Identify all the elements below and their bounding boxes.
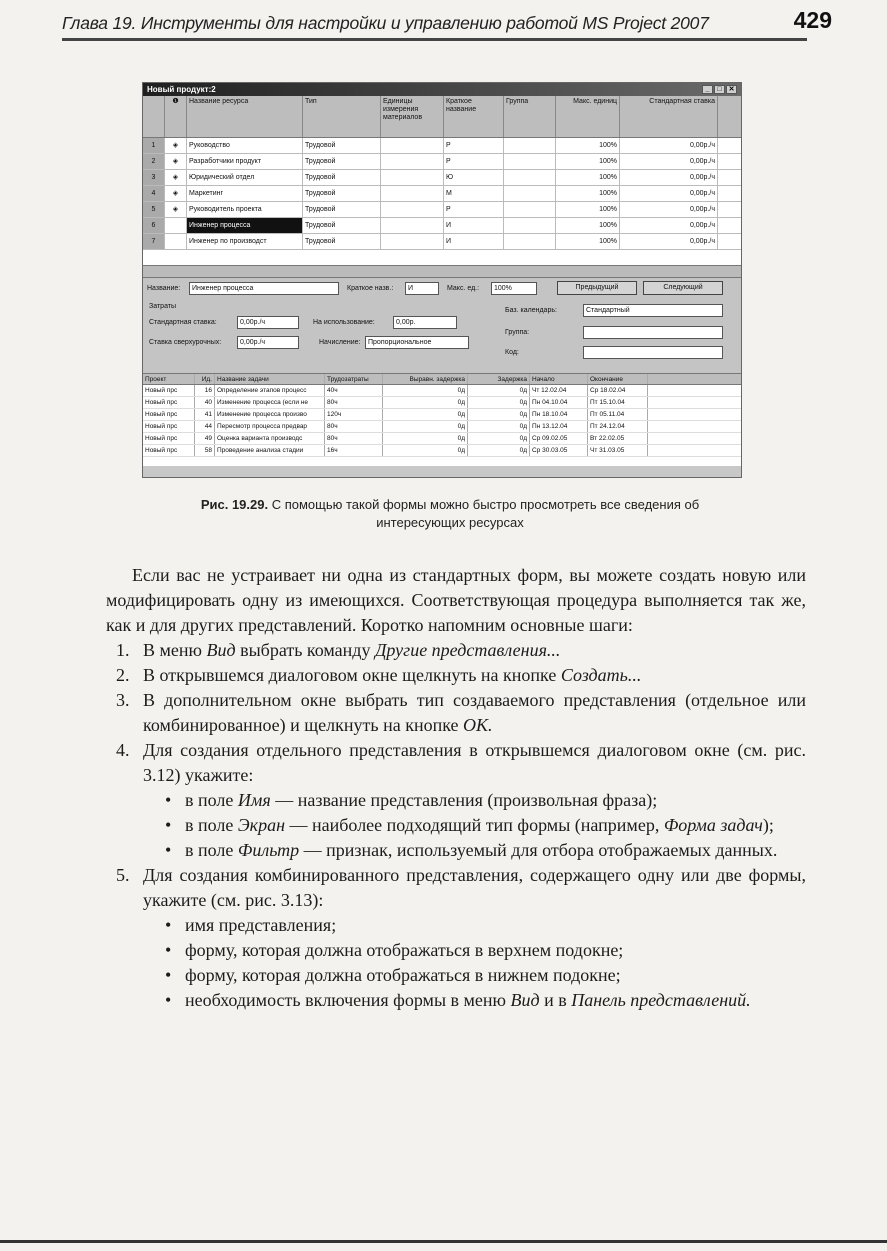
bullet-text: форму, которая должна отображаться в нижнем подокне; bbox=[185, 965, 621, 985]
type-cell: Трудовой bbox=[303, 154, 381, 169]
bullet-italic: Фильтр bbox=[237, 840, 300, 860]
project-cell: Новый прс bbox=[143, 433, 195, 444]
work-cell: 80ч bbox=[325, 433, 383, 444]
col-material-units[interactable]: Единицы измерения материалов bbox=[381, 96, 444, 137]
max-units-cell: 100% bbox=[556, 202, 620, 217]
delay-cell: 0д bbox=[468, 421, 530, 432]
max-units-cell: 100% bbox=[556, 218, 620, 233]
bullet-italic: Вид bbox=[510, 990, 540, 1010]
row-number: 4 bbox=[143, 186, 165, 201]
work-cell: 16ч bbox=[325, 445, 383, 456]
minimize-icon[interactable]: _ bbox=[702, 85, 713, 94]
units-cell bbox=[381, 186, 444, 201]
col-work[interactable]: Трудозатраты bbox=[325, 374, 383, 384]
costs-group-label: Затраты bbox=[149, 303, 177, 310]
finish-cell: Пт 24.12.04 bbox=[588, 421, 648, 432]
resource-grid-body bbox=[143, 138, 741, 250]
resource-indicator-icon: ◈ bbox=[165, 170, 187, 185]
step-text: В дополнительном окне выбрать тип создаваемого представления (отдельное или комбинированное) и щелкнуть на кнопке bbox=[143, 690, 806, 735]
row-number: 7 bbox=[143, 234, 165, 249]
short-name-label: Краткое назв.: bbox=[347, 285, 394, 292]
project-cell: Новый прс bbox=[143, 421, 195, 432]
name-label: Название: bbox=[147, 285, 181, 292]
window-titlebar bbox=[143, 83, 741, 96]
start-cell: Пн 13.12.04 bbox=[530, 421, 588, 432]
figure-caption bbox=[170, 496, 730, 532]
col-project[interactable]: Проект bbox=[143, 374, 195, 384]
std-rate-cell: 0,00р./ч bbox=[620, 202, 718, 217]
step-text: В меню bbox=[143, 640, 207, 660]
units-cell bbox=[381, 202, 444, 217]
short-name-cell: И bbox=[444, 234, 504, 249]
col-max-units[interactable]: Макс. единиц bbox=[556, 96, 620, 137]
bullet-text: — признак, используемый для отбора отображаемых данных. bbox=[299, 840, 778, 860]
step-number: 3. bbox=[116, 690, 130, 710]
task-name-cell: Определение этапов процесс bbox=[215, 385, 325, 396]
resource-grid bbox=[143, 96, 741, 278]
bullet-item bbox=[165, 813, 806, 838]
bullet-text: в поле bbox=[185, 790, 238, 810]
resource-indicator-icon: ◈ bbox=[165, 138, 187, 153]
accrue-label: Начисление: bbox=[319, 339, 361, 346]
col-rownum bbox=[143, 96, 165, 137]
max-units-cell: 100% bbox=[556, 170, 620, 185]
units-cell bbox=[381, 234, 444, 249]
project-cell: Новый прс bbox=[143, 445, 195, 456]
id-cell: 49 bbox=[195, 433, 215, 444]
units-cell bbox=[381, 218, 444, 233]
resource-row[interactable] bbox=[143, 202, 741, 218]
resource-name-cell: Руководитель проекта bbox=[187, 202, 303, 217]
col-task-name[interactable]: Название задачи bbox=[215, 374, 325, 384]
max-units-cell: 100% bbox=[556, 138, 620, 153]
col-resource-name[interactable]: Название ресурса bbox=[187, 96, 303, 137]
step-text: Для создания отдельного представления в открывшемся диалоговом окне (см. рис. 3.12) укажите: bbox=[143, 740, 806, 785]
finish-cell: Пт 15.10.04 bbox=[588, 397, 648, 408]
task-name-cell: Пересмотр процесса предвар bbox=[215, 421, 325, 432]
bottom-rule bbox=[0, 1240, 887, 1243]
task-row[interactable] bbox=[143, 397, 741, 409]
row-number: 3 bbox=[143, 170, 165, 185]
col-finish[interactable]: Окончание bbox=[588, 374, 648, 384]
step-1 bbox=[106, 638, 806, 663]
step-5-bullets bbox=[165, 913, 806, 1013]
step-5 bbox=[106, 863, 806, 1013]
step-text: выбрать команду bbox=[235, 640, 375, 660]
bullet-text: и в bbox=[539, 990, 572, 1010]
start-cell: Ср 30.03.05 bbox=[530, 445, 588, 456]
max-units-label: Макс. ед.: bbox=[447, 285, 480, 292]
type-cell: Трудовой bbox=[303, 138, 381, 153]
row-number: 2 bbox=[143, 154, 165, 169]
per-use-field[interactable]: 0,00р. bbox=[393, 316, 457, 329]
id-cell: 41 bbox=[195, 409, 215, 420]
resource-row[interactable] bbox=[143, 170, 741, 186]
task-grid-body bbox=[143, 385, 741, 457]
calendar-label: Баз. календарь: bbox=[505, 307, 557, 314]
short-name-cell: И bbox=[444, 218, 504, 233]
accrue-select[interactable]: Пропорциональное bbox=[365, 336, 469, 349]
calendar-select[interactable]: Стандартный bbox=[583, 304, 723, 317]
bullet-item bbox=[165, 938, 806, 963]
col-delay[interactable]: Задержка bbox=[468, 374, 530, 384]
std-rate-cell: 0,00р./ч bbox=[620, 170, 718, 185]
resource-row[interactable] bbox=[143, 234, 741, 250]
bullet-text: необходимость включения формы в меню bbox=[185, 990, 511, 1010]
leveling-delay-cell: 0д bbox=[383, 409, 468, 420]
finish-cell: Пт 05.11.04 bbox=[588, 409, 648, 420]
col-short-name[interactable]: Краткое название bbox=[444, 96, 504, 137]
std-rate-cell: 0,00р./ч bbox=[620, 218, 718, 233]
start-cell: Пн 18.10.04 bbox=[530, 409, 588, 420]
task-name-cell: Изменение процесса произво bbox=[215, 409, 325, 420]
step-italic: Другие представления... bbox=[374, 640, 561, 660]
resource-row[interactable] bbox=[143, 218, 741, 234]
group-field[interactable] bbox=[583, 326, 723, 339]
bullet-text: форму, которая должна отображаться в верхнем подокне; bbox=[185, 940, 624, 960]
project-cell: Новый прс bbox=[143, 397, 195, 408]
bullet-item bbox=[165, 988, 806, 1013]
short-name-cell: Р bbox=[444, 154, 504, 169]
resource-grid-header bbox=[143, 96, 741, 138]
start-cell: Ср 09.02.05 bbox=[530, 433, 588, 444]
std-rate-cell: 0,00р./ч bbox=[620, 154, 718, 169]
next-button[interactable]: Следующий bbox=[643, 281, 723, 295]
short-name-cell: Р bbox=[444, 202, 504, 217]
type-cell: Трудовой bbox=[303, 218, 381, 233]
bullet-icon: • bbox=[165, 840, 172, 860]
resource-name-cell: Инженер процесса bbox=[187, 218, 303, 233]
project-cell: Новый прс bbox=[143, 385, 195, 396]
bullet-icon: • bbox=[165, 990, 172, 1010]
caption-text: С помощью такой формы можно быстро просмотреть все сведения об интересующих ресурсах bbox=[271, 497, 700, 530]
std-rate-cell: 0,00р./ч bbox=[620, 234, 718, 249]
group-cell bbox=[504, 218, 556, 233]
task-grid bbox=[143, 374, 741, 466]
row-number: 6 bbox=[143, 218, 165, 233]
col-id[interactable]: Ид. bbox=[195, 374, 215, 384]
figure-screenshot bbox=[142, 82, 742, 478]
bullet-italic: Форма задач bbox=[663, 815, 763, 835]
bullet-icon: • bbox=[165, 965, 172, 985]
code-label: Код: bbox=[505, 349, 519, 356]
max-units-cell: 100% bbox=[556, 234, 620, 249]
short-name-cell: Р bbox=[444, 138, 504, 153]
bullet-text: — наиболее подходящий тип формы (например, bbox=[285, 815, 664, 835]
bullet-text: — название представления (произвольная фраза); bbox=[270, 790, 658, 810]
window-title: Новый продукт:2 bbox=[147, 85, 216, 94]
resource-indicator-icon bbox=[165, 218, 187, 233]
horizontal-scrollbar[interactable] bbox=[143, 265, 741, 277]
short-name-field[interactable]: И bbox=[405, 282, 439, 295]
type-cell: Трудовой bbox=[303, 202, 381, 217]
max-units-cell: 100% bbox=[556, 186, 620, 201]
overtime-rate-field[interactable]: 0,00р./ч bbox=[237, 336, 299, 349]
units-cell bbox=[381, 138, 444, 153]
group-cell bbox=[504, 202, 556, 217]
close-icon[interactable]: ✕ bbox=[726, 85, 737, 94]
delay-cell: 0д bbox=[468, 397, 530, 408]
group-label: Группа: bbox=[505, 329, 530, 336]
previous-button[interactable]: Предыдущий bbox=[557, 281, 637, 295]
resource-row[interactable] bbox=[143, 186, 741, 202]
std-rate-cell: 0,00р./ч bbox=[620, 138, 718, 153]
project-cell: Новый прс bbox=[143, 409, 195, 420]
bullet-icon: • bbox=[165, 790, 172, 810]
max-units-field[interactable]: 100% bbox=[491, 282, 537, 295]
step-4-bullets bbox=[165, 788, 806, 863]
resource-form bbox=[143, 278, 741, 374]
steps-list bbox=[106, 638, 806, 1013]
delay-cell: 0д bbox=[468, 385, 530, 396]
resource-indicator-icon: ◈ bbox=[165, 154, 187, 169]
work-cell: 40ч bbox=[325, 385, 383, 396]
step-3 bbox=[106, 688, 806, 738]
finish-cell: Вт 22.02.05 bbox=[588, 433, 648, 444]
col-start[interactable]: Начало bbox=[530, 374, 588, 384]
bullet-icon: • bbox=[165, 915, 172, 935]
id-cell: 16 bbox=[195, 385, 215, 396]
delay-cell: 0д bbox=[468, 445, 530, 456]
bullet-text: ); bbox=[762, 815, 774, 835]
bullet-item bbox=[165, 788, 806, 813]
col-indicator-icon: ❶ bbox=[165, 96, 187, 137]
col-group[interactable]: Группа bbox=[504, 96, 556, 137]
bullet-italic: Экран bbox=[237, 815, 286, 835]
resource-row[interactable] bbox=[143, 154, 741, 170]
chapter-title: Глава 19. Инструменты для настройки и управлению работой MS Project 2007 bbox=[62, 13, 709, 33]
bullet-text: в поле bbox=[185, 840, 238, 860]
delay-cell: 0д bbox=[468, 409, 530, 420]
bullet-italic: Панель представлений. bbox=[571, 990, 751, 1010]
task-row[interactable] bbox=[143, 433, 741, 445]
leveling-delay-cell: 0д bbox=[383, 397, 468, 408]
type-cell: Трудовой bbox=[303, 234, 381, 249]
task-name-cell: Проведение анализа стадии bbox=[215, 445, 325, 456]
units-cell bbox=[381, 154, 444, 169]
resource-name-cell: Разработчики продукт bbox=[187, 154, 303, 169]
group-cell bbox=[504, 138, 556, 153]
group-cell bbox=[504, 170, 556, 185]
task-row[interactable] bbox=[143, 445, 741, 457]
maximize-icon[interactable]: □ bbox=[714, 85, 725, 94]
delay-cell: 0д bbox=[468, 433, 530, 444]
resource-indicator-icon: ◈ bbox=[165, 202, 187, 217]
id-cell: 58 bbox=[195, 445, 215, 456]
leveling-delay-cell: 0д bbox=[383, 445, 468, 456]
row-number: 5 bbox=[143, 202, 165, 217]
col-type[interactable]: Тип bbox=[303, 96, 381, 137]
resource-indicator-icon: ◈ bbox=[165, 186, 187, 201]
step-italic: Вид bbox=[206, 640, 236, 660]
finish-cell: Чт 31.03.05 bbox=[588, 445, 648, 456]
resource-row[interactable] bbox=[143, 138, 741, 154]
type-cell: Трудовой bbox=[303, 170, 381, 185]
bullet-item bbox=[165, 963, 806, 988]
intro-paragraph: Если вас не устраивает ни одна из стандартных форм, вы можете создать новую или модифицировать одну из имеющихся. Соответствующая процедура выполняется так же, как и для других представлений. Коротко напомним основные шаги: bbox=[106, 565, 806, 635]
task-grid-header bbox=[143, 374, 741, 385]
step-number: 1. bbox=[116, 640, 130, 660]
bullet-italic: Имя bbox=[237, 790, 271, 810]
body-text bbox=[106, 563, 806, 1013]
caption-number: Рис. 19.29. bbox=[200, 497, 269, 512]
type-cell: Трудовой bbox=[303, 186, 381, 201]
name-field[interactable]: Инженер процесса bbox=[189, 282, 339, 295]
step-text: В открывшемся диалоговом окне щелкнуть на кнопке bbox=[143, 665, 561, 685]
resource-name-cell: Маркетинг bbox=[187, 186, 303, 201]
step-2 bbox=[106, 663, 806, 688]
page-number: 429 bbox=[793, 7, 832, 33]
code-field[interactable] bbox=[583, 346, 723, 359]
bullet-text: в поле bbox=[185, 815, 238, 835]
task-row[interactable] bbox=[143, 409, 741, 421]
bullet-icon: • bbox=[165, 815, 172, 835]
per-use-label: На использование: bbox=[313, 319, 375, 326]
step-number: 5. bbox=[116, 865, 130, 885]
id-cell: 40 bbox=[195, 397, 215, 408]
step-number: 4. bbox=[116, 740, 130, 760]
bullet-item bbox=[165, 838, 806, 863]
group-cell bbox=[504, 234, 556, 249]
step-italic: OK. bbox=[463, 715, 493, 735]
work-cell: 80ч bbox=[325, 421, 383, 432]
col-leveling-delay[interactable]: Выравн. задержка bbox=[383, 374, 468, 384]
id-cell: 44 bbox=[195, 421, 215, 432]
step-4 bbox=[106, 738, 806, 863]
units-cell bbox=[381, 170, 444, 185]
leveling-delay-cell: 0д bbox=[383, 385, 468, 396]
std-rate-label: Стандартная ставка: bbox=[149, 319, 217, 326]
short-name-cell: Ю bbox=[444, 170, 504, 185]
work-cell: 80ч bbox=[325, 397, 383, 408]
resource-name-cell: Руководство bbox=[187, 138, 303, 153]
step-italic: Создать... bbox=[560, 665, 642, 685]
row-number: 1 bbox=[143, 138, 165, 153]
short-name-cell: М bbox=[444, 186, 504, 201]
bullet-icon: • bbox=[165, 940, 172, 960]
col-std-rate[interactable]: Стандартная ставка bbox=[620, 96, 718, 137]
finish-cell: Ср 18.02.04 bbox=[588, 385, 648, 396]
task-row[interactable] bbox=[143, 421, 741, 433]
task-name-cell: Оценка варианта производс bbox=[215, 433, 325, 444]
task-row[interactable] bbox=[143, 385, 741, 397]
resource-name-cell: Инженер по производст bbox=[187, 234, 303, 249]
resource-name-cell: Юридический отдел bbox=[187, 170, 303, 185]
step-text: Для создания комбинированного представления, содержащего одну или две формы, укажите (см. рис. 3.13): bbox=[143, 865, 806, 910]
leveling-delay-cell: 0д bbox=[383, 433, 468, 444]
group-cell bbox=[504, 186, 556, 201]
std-rate-field[interactable]: 0,00р./ч bbox=[237, 316, 299, 329]
leveling-delay-cell: 0д bbox=[383, 421, 468, 432]
group-cell bbox=[504, 154, 556, 169]
header-rule bbox=[62, 38, 807, 41]
std-rate-cell: 0,00р./ч bbox=[620, 186, 718, 201]
start-cell: Чт 12.02.04 bbox=[530, 385, 588, 396]
max-units-cell: 100% bbox=[556, 154, 620, 169]
bullet-text: имя представления; bbox=[185, 915, 337, 935]
running-header bbox=[62, 6, 832, 34]
resource-indicator-icon bbox=[165, 234, 187, 249]
task-name-cell: Изменение процесса (если не bbox=[215, 397, 325, 408]
start-cell: Пн 04.10.04 bbox=[530, 397, 588, 408]
overtime-rate-label: Ставка сверхурочных: bbox=[149, 339, 222, 346]
step-number: 2. bbox=[116, 665, 130, 685]
work-cell: 120ч bbox=[325, 409, 383, 420]
bullet-item bbox=[165, 913, 806, 938]
